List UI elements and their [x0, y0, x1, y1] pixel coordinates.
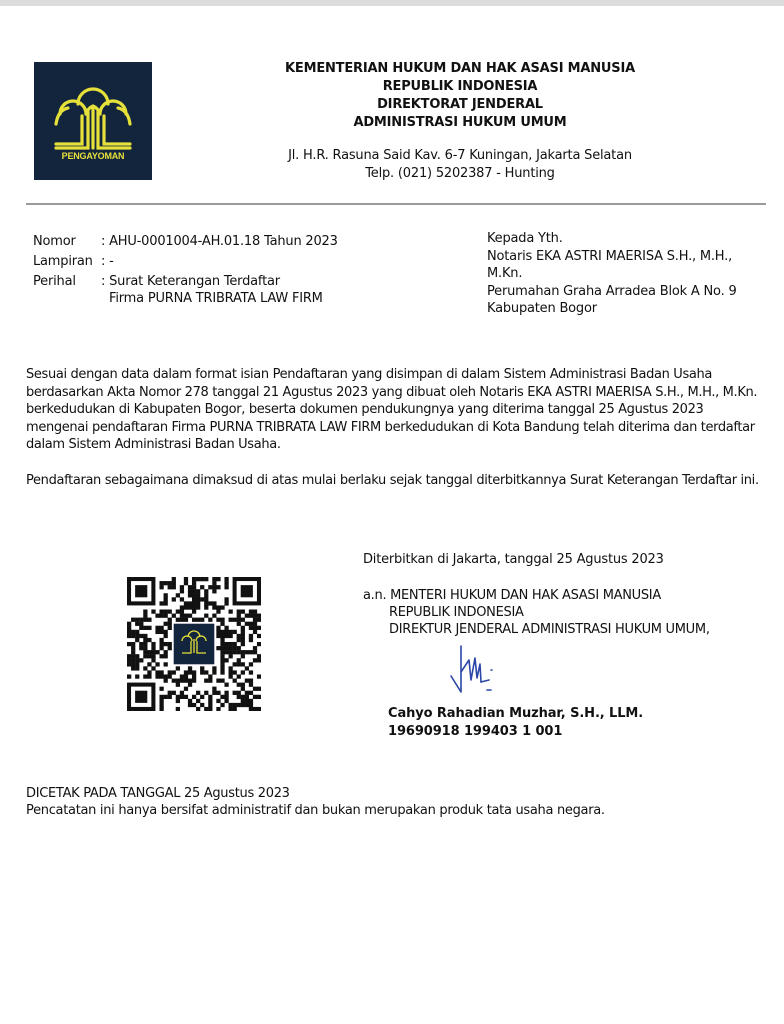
qr-finder-pattern	[233, 577, 261, 605]
logo-text: PENGAYOMAN	[61, 151, 125, 161]
lampiran-row	[33, 252, 338, 272]
letterhead	[240, 60, 680, 183]
perihal-value: : Surat Keterangan Terdaftar	[101, 274, 280, 289]
recipient-city: Kabupaten Bogor	[487, 301, 597, 316]
ministry-logo	[34, 62, 152, 180]
perihal-label: Perihal	[33, 274, 76, 289]
country-name: REPUBLIK INDONESIA	[382, 79, 538, 94]
issued-place-date: Diterbitkan di Jakarta, tanggal 25 Agustus 2023	[363, 552, 664, 567]
recipient-title: M.Kn.	[487, 266, 523, 281]
on-behalf-line-2: REPUBLIK INDONESIA	[389, 605, 524, 620]
on-behalf-block	[363, 587, 710, 638]
body-paragraph-1: Sesuai dengan data dalam format isian Pendaftaran yang disimpan di dalam Sistem Administrasi Badan Usaha berdasarkan Akta Nomor 278 tanggal 21 Agustus 2023 yang dibuat oleh Notaris EKA ASTRI MAERISA S.H., M.H., M.Kn. berkedudukan di Kabupaten Bogor, beserta dokumen pendukungnya yang diterima tanggal 25 Agustus 2023 mengenai pendaftaran Firma PURNA TRIBRATA LAW FIRM berkedudukan di Kota Bandung telah diterima dan terdaftar dalam Sistem Administrasi Badan Usaha.	[26, 367, 758, 452]
header-divider	[26, 203, 766, 205]
disclaimer-note: Pencatatan ini hanya bersifat administratif dan bukan merupakan produk tata usaha negara.	[26, 803, 605, 818]
perihal-value-continued: Firma PURNA TRIBRATA LAW FIRM	[109, 291, 323, 306]
recipient-name: Notaris EKA ASTRI MAERISA S.H., M.H.,	[487, 248, 733, 264]
recipient-address: Perumahan Graha Arradea Blok A No. 9	[487, 283, 737, 299]
top-bar	[0, 0, 784, 6]
on-behalf-line-3: DIREKTUR JENDERAL ADMINISTRASI HUKUM UMUM,	[389, 622, 710, 637]
directorate-subname: ADMINISTRASI HUKUM UMUM	[353, 115, 567, 130]
recipient-block	[487, 230, 777, 318]
signer-block	[388, 705, 643, 741]
lampiran-value: : -	[101, 254, 114, 269]
nomor-value: : AHU-0001004-AH.01.18 Tahun 2023	[101, 234, 338, 249]
qr-finder-pattern	[127, 577, 155, 605]
directorate-name: DIREKTORAT JENDERAL	[377, 97, 543, 112]
letter-meta	[33, 232, 338, 309]
nomor-label: Nomor	[33, 234, 76, 249]
footer	[26, 785, 605, 819]
printed-date: DICETAK PADA TANGGAL 25 Agustus 2023	[26, 786, 290, 801]
signer-name: Cahyo Rahadian Muzhar, S.H., LLM.	[388, 706, 644, 721]
recipient-salutation: Kepada Yth.	[487, 231, 563, 246]
pengayoman-tree-icon	[34, 62, 152, 180]
lampiran-label: Lampiran	[33, 254, 93, 269]
handwritten-signature	[447, 642, 507, 700]
nomor-row	[33, 232, 338, 252]
body-paragraph-2: Pendaftaran sebagaimana dimaksud di atas mulai berlaku sejak tanggal diterbitkannya Surat Keterangan Terdaftar ini.	[26, 473, 759, 488]
ministry-name: KEMENTERIAN HUKUM DAN HAK ASASI MANUSIA	[285, 61, 635, 76]
verification-qr-code[interactable]	[127, 577, 261, 711]
address: Jl. H.R. Rasuna Said Kav. 6-7 Kuningan, Jakarta Selatan	[288, 148, 632, 163]
on-behalf-line-1: a.n. MENTERI HUKUM DAN HAK ASASI MANUSIA	[363, 588, 661, 603]
signer-nip: 19690918 199403 1 001	[388, 724, 563, 739]
phone: Telp. (021) 5202387 - Hunting	[365, 166, 555, 181]
qr-finder-pattern	[127, 683, 155, 711]
